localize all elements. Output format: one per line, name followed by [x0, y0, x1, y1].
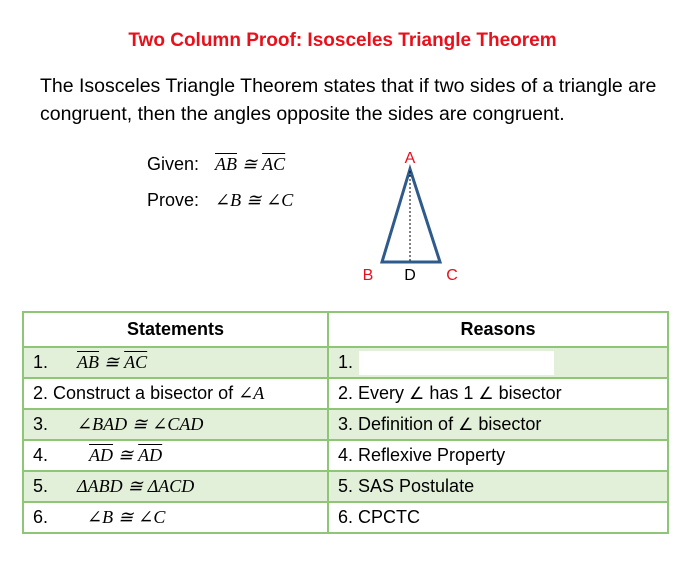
- statement-cell: [23, 471, 328, 502]
- given-lhs: $\overline{AB}$: [215, 154, 238, 174]
- reason-text: 4. Reflexive Property: [338, 445, 506, 465]
- reasons-header: Reasons: [328, 312, 668, 347]
- statement-lhs: $\overline{AD}$: [89, 445, 114, 465]
- reason-blank: [359, 351, 554, 375]
- step-number: 6.: [33, 507, 49, 527]
- step-number: 4.: [33, 445, 49, 465]
- reason-text: 2. Every: [338, 383, 405, 403]
- statement-op: ≅: [132, 414, 148, 434]
- given-rhs: $\overline{AC}$: [262, 154, 286, 174]
- given-label: Given:: [147, 154, 200, 174]
- isosceles-triangle-diagram: [350, 145, 470, 290]
- vertex-label-c: C: [446, 267, 458, 284]
- table-row: [23, 440, 668, 471]
- statement-rhs: $\overline{AC}$: [124, 352, 148, 372]
- step-number: 3.: [33, 414, 49, 434]
- reason-cell: [328, 409, 668, 440]
- prove-label: Prove:: [147, 190, 200, 210]
- triangle-outline: [382, 169, 440, 262]
- statement-lhs: ∠BAD: [77, 414, 128, 434]
- page-title: Two Column Proof: Isosceles Triangle Theorem: [128, 30, 557, 51]
- reason-cell: [328, 347, 668, 378]
- statement-cell: [23, 409, 328, 440]
- prove-op: ≅: [246, 190, 262, 210]
- proof-table: [22, 311, 669, 534]
- angle-symbol: ∠: [409, 384, 425, 404]
- statement-lhs: $\overline{AB}$: [77, 352, 100, 372]
- statement-op: ≅: [127, 476, 143, 496]
- statements-header: Statements: [23, 312, 328, 347]
- angle-symbol: ∠: [458, 415, 474, 435]
- table-row: [23, 502, 668, 533]
- reason-text: 1.: [338, 351, 354, 372]
- reason-text-post: bisector: [478, 414, 542, 434]
- statement-lhs: ∠B: [87, 507, 114, 527]
- theorem-statement: The Isosceles Triangle Theorem states that if two sides of a triangle are congruent, then the angles opposite the sides are congruent.: [40, 75, 657, 125]
- reason-cell: [328, 440, 668, 471]
- statement-op: ≅: [118, 507, 134, 527]
- prove-statement: [147, 190, 293, 211]
- table-row: [23, 409, 668, 440]
- statement-math: ∠A: [238, 383, 265, 403]
- reason-text-mid: has 1: [429, 383, 474, 403]
- angle-symbol: ∠: [478, 384, 494, 404]
- table-row: [23, 378, 668, 409]
- step-number: 5.: [33, 476, 49, 496]
- statement-cell: [23, 502, 328, 533]
- statement-rhs: ΔACD: [147, 476, 195, 496]
- statement-rhs: ∠CAD: [152, 414, 204, 434]
- statement-rhs: $\overline{AD}$: [138, 445, 163, 465]
- table-header-row: [23, 312, 668, 347]
- given-statement: [147, 154, 285, 175]
- statement-op: ≅: [104, 352, 120, 372]
- step-number: 2.: [33, 383, 49, 403]
- point-label-d: D: [404, 267, 416, 284]
- statement-cell: [23, 347, 328, 378]
- statement-rhs: ∠C: [138, 507, 166, 527]
- vertex-label-a: A: [404, 150, 416, 167]
- statement-cell: [23, 440, 328, 471]
- step-number: 1.: [33, 352, 49, 372]
- vertex-label-b: B: [362, 267, 374, 284]
- prove-rhs: ∠C: [266, 190, 294, 210]
- statement-op: ≅: [118, 445, 134, 465]
- reason-text: 5. SAS Postulate: [338, 476, 475, 496]
- given-op: ≅: [242, 154, 258, 174]
- reason-text-post: bisector: [498, 383, 562, 403]
- reason-cell: [328, 502, 668, 533]
- reason-text: 6. CPCTC: [338, 507, 421, 527]
- prove-lhs: ∠B: [215, 190, 242, 210]
- reason-cell: [328, 471, 668, 502]
- reason-text: 3. Definition of: [338, 414, 454, 434]
- reason-cell: [328, 378, 668, 409]
- statement-lhs: ΔABD: [77, 476, 123, 496]
- table-row: [23, 471, 668, 502]
- statement-cell: [23, 378, 328, 409]
- table-row: [23, 347, 668, 378]
- statement-text: Construct a bisector of: [53, 383, 234, 403]
